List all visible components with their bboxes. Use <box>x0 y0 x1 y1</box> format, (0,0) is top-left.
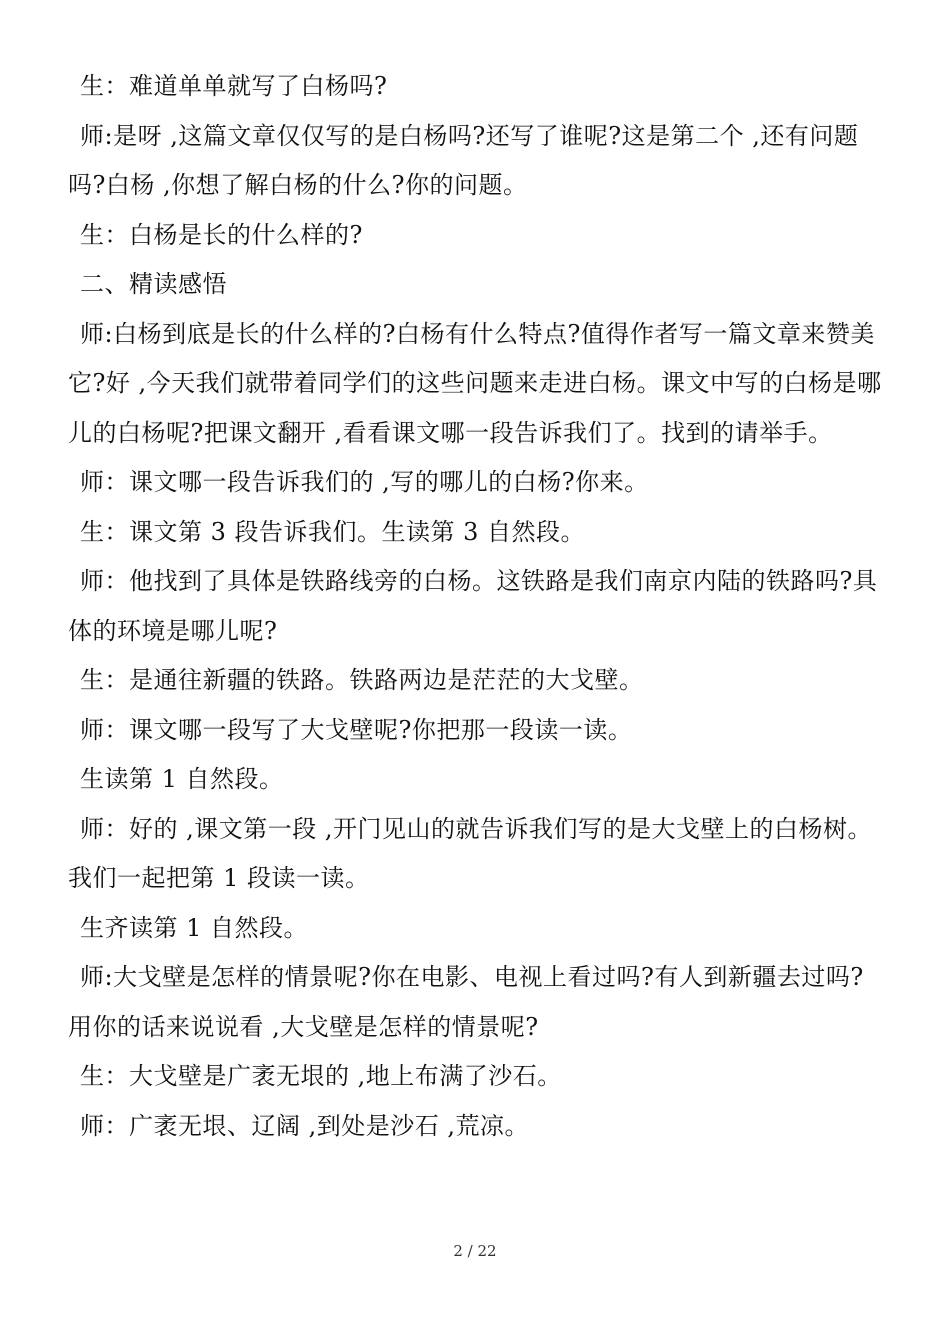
paragraph-student-2: 生：白杨是长的什么样的? <box>80 220 363 249</box>
paragraph-teacher-5: 师：课文哪一段写了大戈壁呢?你把那一段读一读。 <box>80 715 633 744</box>
paragraph-student-5: 生读第 1 自然段。 <box>80 765 284 793</box>
paragraph-teacher-1: 师:是呀 ,这篇文章仅仅写的是白杨吗?还写了谁呢?这是第二个 ,还有问题吗?白杨 ,你想了解白杨的什么?你的问题。 <box>68 121 859 199</box>
paragraph-teacher-7: 师:大戈壁是怎样的情景呢?你在电影、电视上看过吗?有人到新疆去过吗?用你的话来说说看 ,大戈壁是怎样的情景呢? <box>68 963 864 1041</box>
page-number: 2 / 22 <box>453 1242 497 1260</box>
paragraph-teacher-3: 师：课文哪一段告诉我们的 ,写的哪儿的白杨?你来。 <box>80 468 649 496</box>
paragraph-student-6: 生齐读第 1 自然段。 <box>80 913 309 942</box>
paragraph-student-3: 生：课文第 3 段告诉我们。生读第 3 自然段。 <box>80 517 586 546</box>
paragraph-student-7: 生：大戈壁是广袤无垠的 ,地上布满了沙石。 <box>80 1062 562 1090</box>
section-heading: 二、精读感悟 <box>80 270 227 298</box>
paragraph-teacher-6: 师：好的 ,课文第一段 ,开门见山的就告诉我们写的是大戈壁上的白杨树。我们一起把第 1 段读一读。 <box>68 814 873 892</box>
paragraph-student-4: 生：是通往新疆的铁路。铁路两边是茫茫的大戈壁。 <box>80 666 644 694</box>
paragraph-teacher-2: 师:白杨到底是长的什么样的?白杨有什么特点?值得作者写一篇文章来赞美它?好 ,今天我们就带着同学们的这些问题来走进白杨。课文中写的白杨是哪儿的白杨呢?把课文翻开 ,看看课文哪一段告诉我们了。找到的请举手。 <box>68 319 882 447</box>
paragraph-teacher-8: 师：广袤无垠、辽阔 ,到处是沙石 ,荒凉。 <box>80 1111 530 1140</box>
document-body <box>68 62 888 1151</box>
paragraph-teacher-4: 师：他找到了具体是铁路线旁的白杨。这铁路是我们南京内陆的铁路吗?具体的环境是哪儿呢? <box>68 567 878 645</box>
paragraph-student-question-1: 生：难道单单就写了白杨吗? <box>80 72 388 100</box>
